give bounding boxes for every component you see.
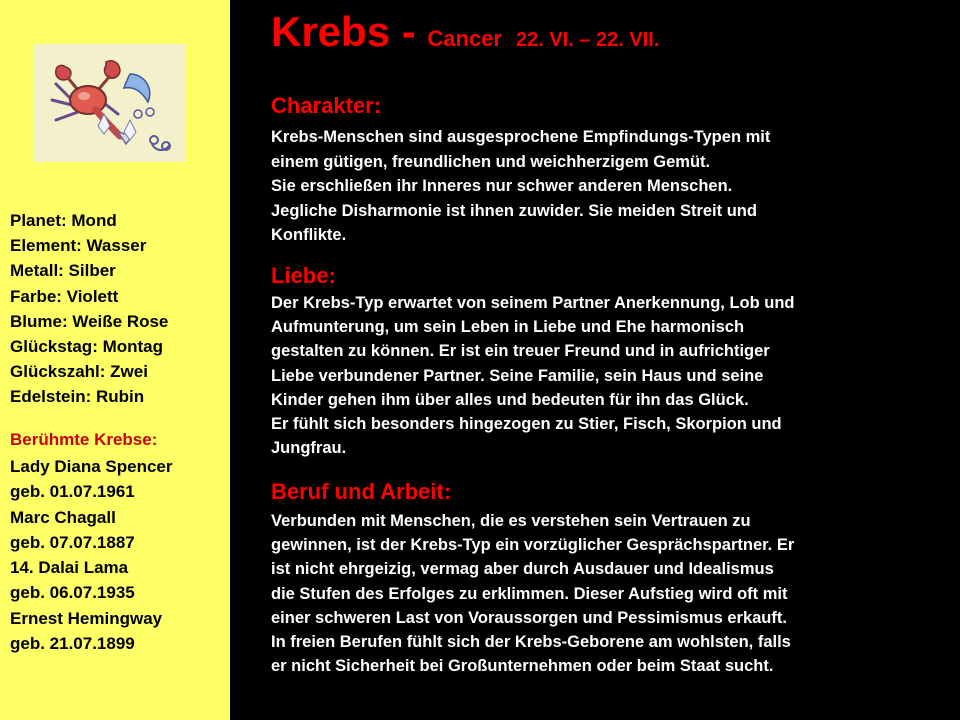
paragraph-line: die Stufen des Erfolges zu erklimmen. Dieser Aufstieg wird oft mit: [271, 584, 788, 603]
section-title-liebe: Liebe:: [271, 263, 336, 288]
famous-person-name: Marc Chagall: [10, 507, 116, 527]
paragraph-line: einer schweren Last von Voraussorgen und Pessimismus erkauft.: [271, 608, 787, 627]
section-title-charakter: Charakter:: [271, 93, 382, 118]
title-main: Krebs -: [271, 8, 428, 55]
paragraph-line: ist nicht ehrgeizig, vermag aber durch Ausdauer und Idealismus: [271, 560, 774, 579]
paragraph-line: gestalten zu können. Er ist ein treuer Freund und in aufrichtiger: [271, 342, 770, 361]
famous-person-name: Ernest Hemingway: [10, 608, 163, 628]
famous-person-birthdate: geb. 06.07.1935: [10, 583, 135, 603]
fact-metal: Metall: Silber: [10, 261, 116, 281]
fact-color: Farbe: Violett: [10, 286, 119, 306]
fact-gemstone: Edelstein: Rubin: [10, 387, 145, 407]
famous-person-name: Lady Diana Spencer: [10, 457, 173, 476]
fact-flower: Blume: Weiße Rose: [10, 311, 169, 331]
paragraph-line: Kinder gehen ihm über alles und bedeuten für ihn das Glück.: [271, 390, 749, 409]
section-body-charakter: [271, 125, 921, 248]
paragraph-line: Verbunden mit Menschen, die es verstehen sein Vertrauen zu: [271, 512, 751, 530]
paragraph-line: er nicht Sicherheit bei Großunternehmen oder beim Staat sucht.: [271, 657, 774, 676]
title-date-range: 22. VI. – 22. VII.: [515, 29, 660, 51]
paragraph-line: gewinnen, ist der Krebs-Typ ein vorzüglicher Gesprächspartner. Er: [271, 536, 795, 555]
famous-person-birthdate: geb. 01.07.1961: [10, 482, 135, 502]
section-title-beruf: Beruf und Arbeit:: [271, 479, 452, 504]
paragraph-line: Sie erschließen ihr Inneres nur schwer anderen Menschen.: [271, 177, 733, 195]
fact-lucky-day: Glückstag: Montag: [10, 337, 164, 357]
section-body-liebe: [271, 291, 921, 460]
famous-person-name: 14. Dalai Lama: [10, 558, 129, 578]
paragraph-line: Konflikte.: [271, 226, 347, 244]
paragraph-line: Krebs-Menschen sind ausgesprochene Empfindungs-Typen mit: [271, 128, 771, 146]
sidebar: [0, 0, 230, 720]
paragraph-line: Der Krebs-Typ erwartet von seinem Partner Anerkennung, Lob und: [271, 294, 795, 312]
paragraph-line: einem gütigen, freundlichen und weichherzigem Gemüt.: [271, 152, 711, 171]
cancer-zodiac-image: [34, 44, 185, 162]
paragraph-line: Jegliche Disharmonie ist ihnen zuwider. Sie meiden Streit und: [271, 201, 757, 220]
fact-element: Element: Wasser: [10, 236, 147, 256]
paragraph-line: Liebe verbundener Partner. Seine Familie, sein Haus und seine: [271, 366, 764, 385]
title-latin-name: Cancer: [427, 26, 502, 51]
fact-planet: Planet: Mond: [10, 211, 117, 230]
section-body-beruf: [271, 509, 921, 678]
paragraph-line: Er fühlt sich besonders hingezogen zu Stier, Fisch, Skorpion und: [271, 415, 782, 434]
page-title: [271, 8, 659, 66]
fact-lucky-number: Glückszahl: Zwei: [10, 362, 148, 382]
famous-cancers-heading: Berühmte Krebse:: [10, 430, 158, 449]
paragraph-line: Aufmunterung, um sein Leben in Liebe und Ehe harmonisch: [271, 318, 745, 337]
famous-person-birthdate: geb. 21.07.1899: [10, 634, 135, 654]
zodiac-facts-list: [10, 208, 228, 410]
famous-person-birthdate: geb. 07.07.1887: [10, 532, 135, 552]
famous-cancers-list: [10, 454, 228, 656]
crab-illustration-icon: [34, 44, 185, 162]
paragraph-line: Jungfrau.: [271, 439, 347, 458]
paragraph-line: In freien Berufen fühlt sich der Krebs-Geborene am wohlsten, falls: [271, 633, 791, 652]
